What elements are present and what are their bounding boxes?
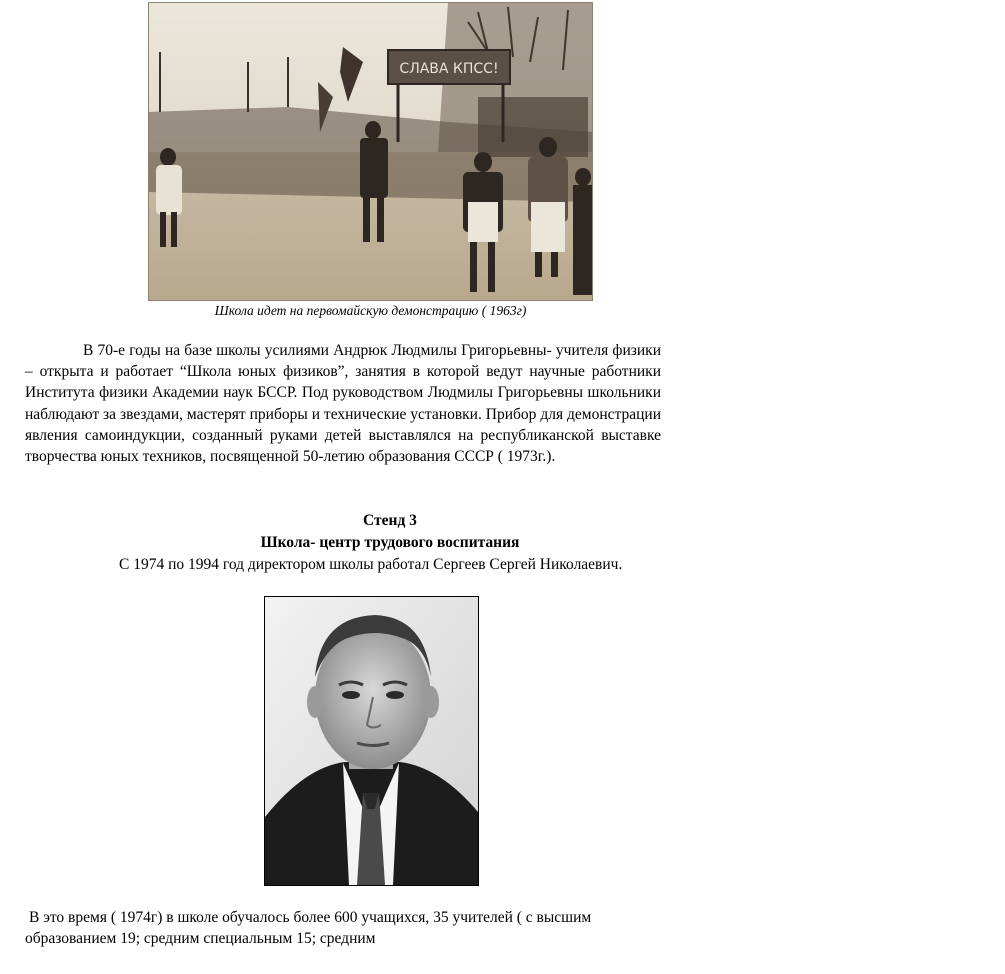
paragraph-physics-school: В 70-е годы на базе школы усилиями Андрюк Людмилы Григорьевны- учителя физики – открыта и работает “Школа юных физиков”, занятия в которой ведут научные работники Института физики Академии наук БССР. Под руководством Людмилы Григорьевны школьники наблюдают за звездами, мастерят приборы и технические установки. Прибор для демонстрации явления самоиндукции, созданный руками детей выставлялся на республиканской выставке творчества юных техников, посвященной 50-летию образования СССР ( 1973г.).	[25, 342, 661, 466]
section-heading: Школа- центр трудового воспитания	[260, 534, 520, 551]
banner-text: СЛАВА КПСС!	[399, 61, 499, 77]
stand-heading: Стенд 3	[363, 512, 417, 529]
paragraph-director: С 1974 по 1994 год директором школы работал Сергеев Сергей Николаевич.	[119, 556, 623, 573]
photo-caption: Школа идет на первомайскую демонстрацию ( 1963г)	[214, 303, 527, 318]
paragraph-students-1974: В это время ( 1974г) в школе обучалось более 600 учащихся, 35 учителей ( с высшим образованием 19; средним специальным 15; средним	[25, 909, 592, 948]
parade-photo	[148, 2, 593, 301]
director-portrait	[264, 596, 479, 886]
